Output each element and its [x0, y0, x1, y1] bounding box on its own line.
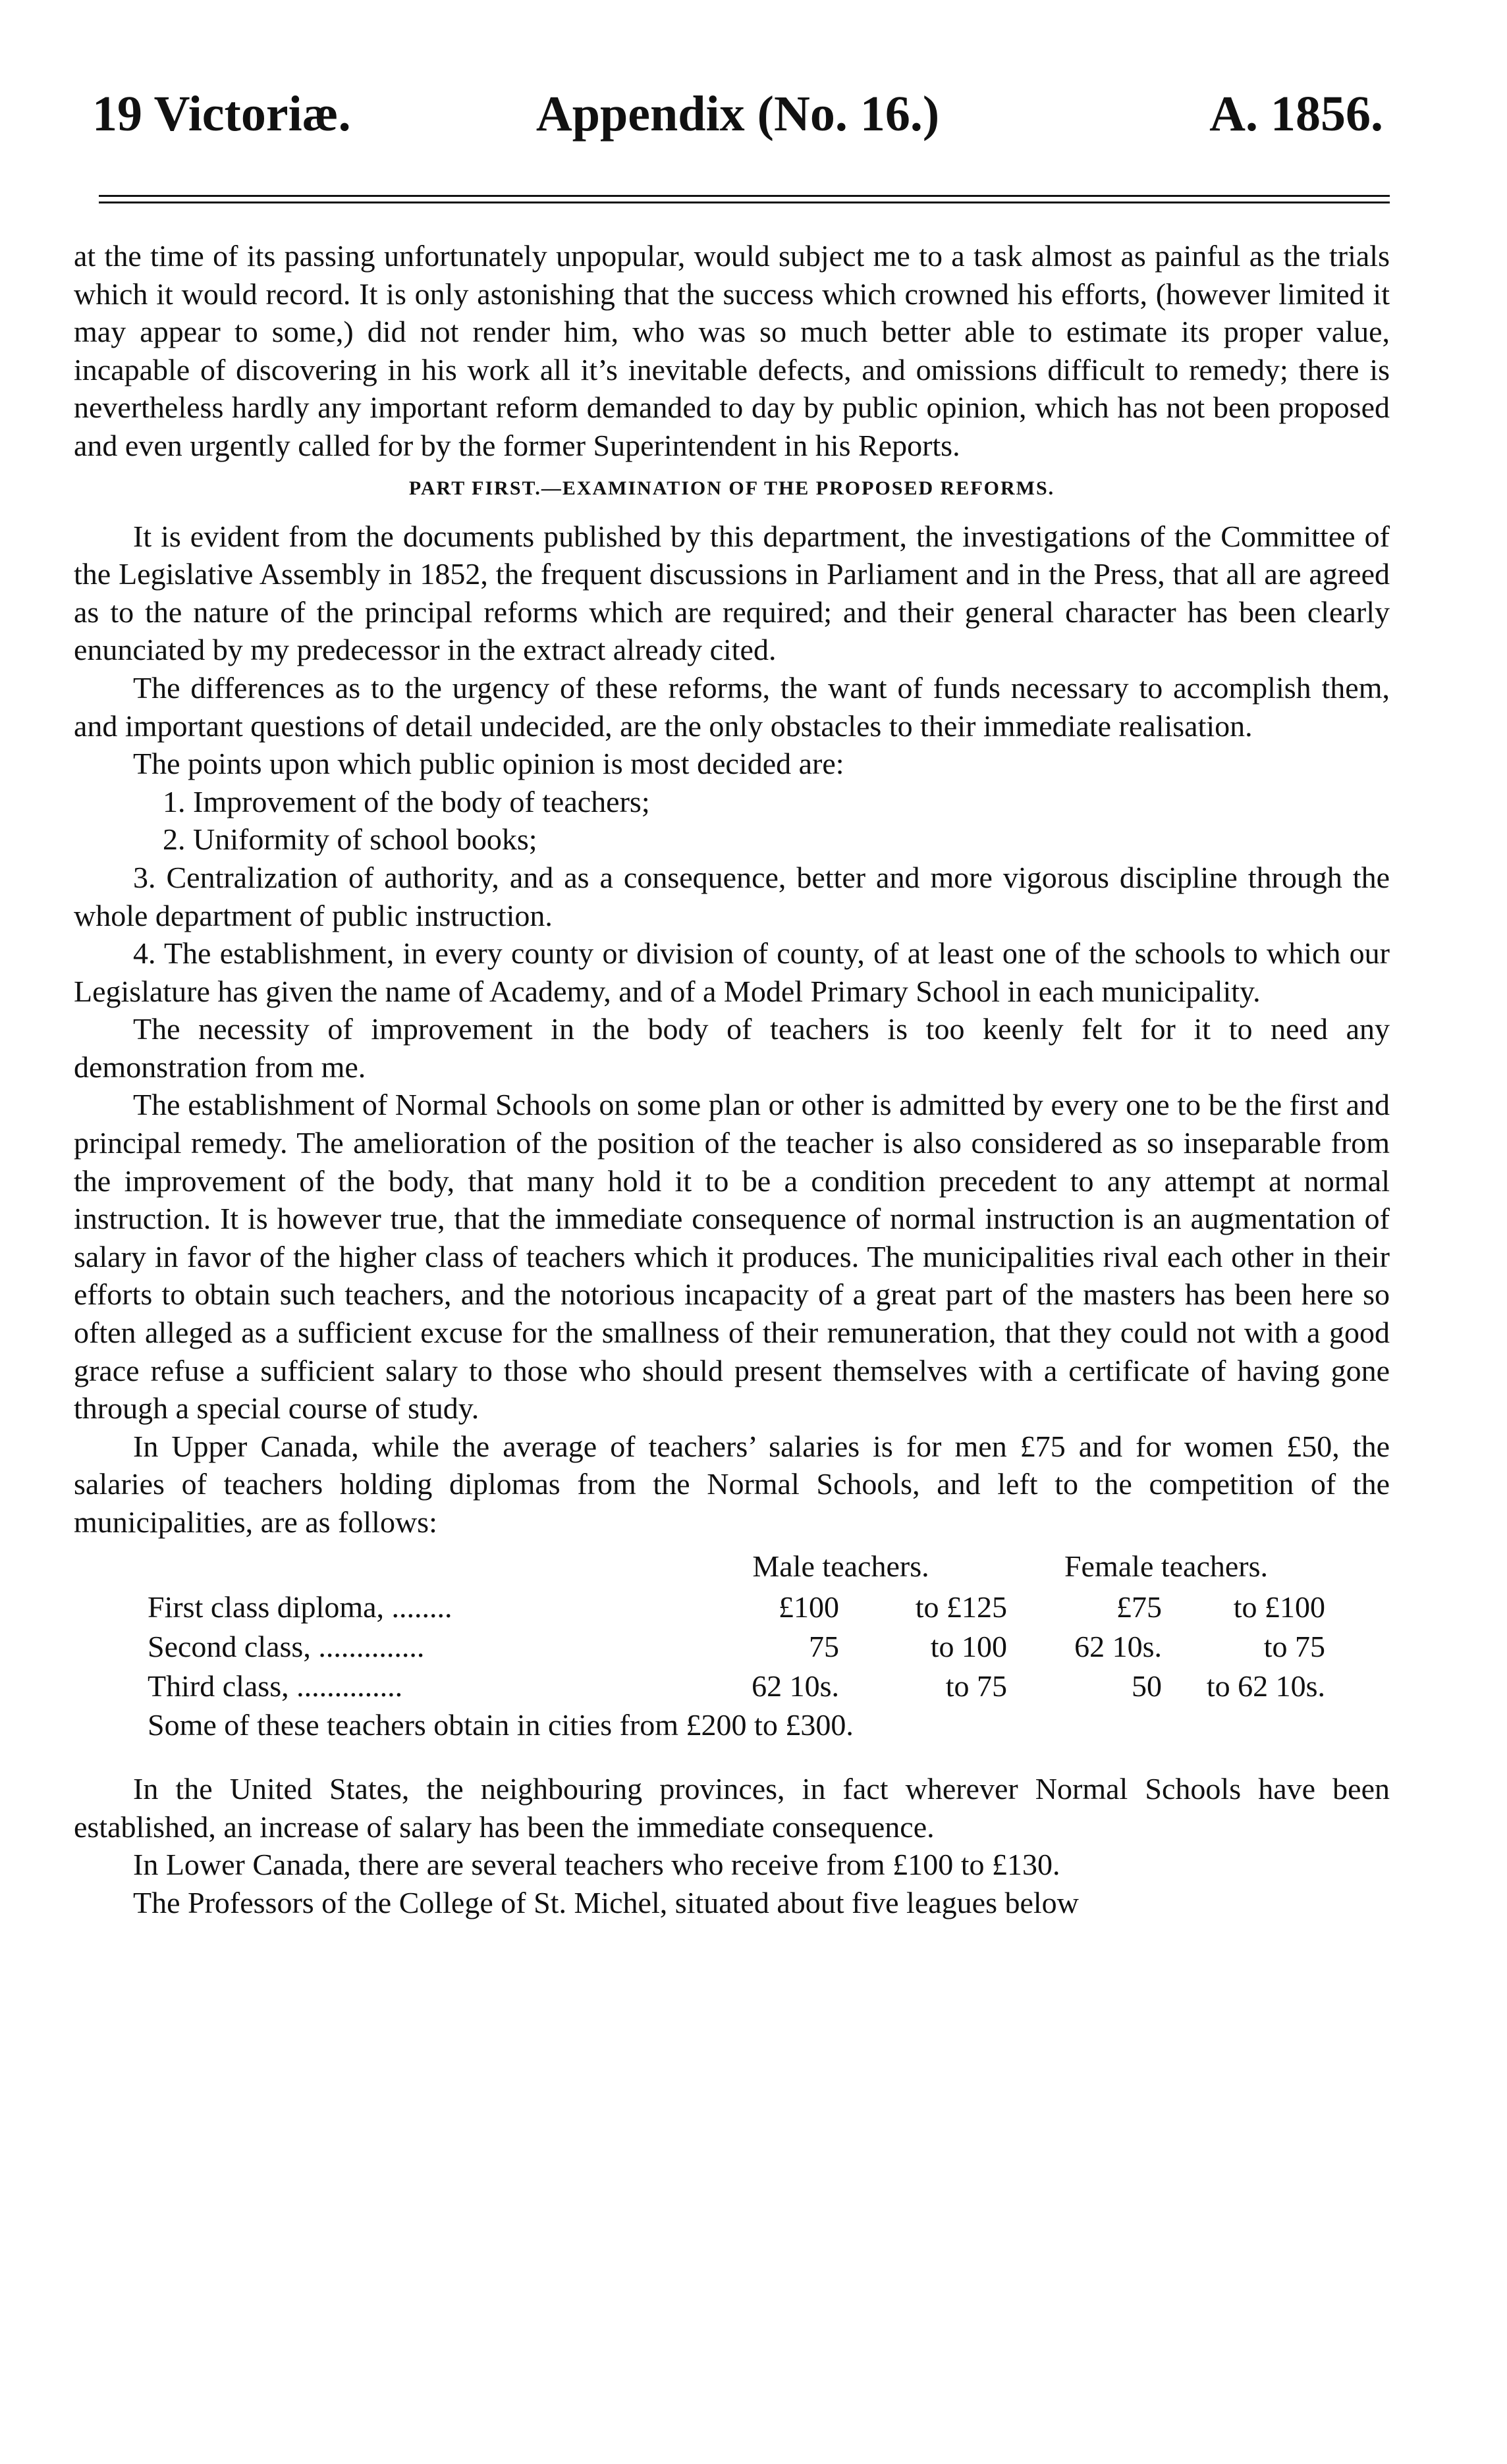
table-note: Some of these teachers obtain in cities from £200 to £300.: [148, 1707, 854, 1742]
cell-female-from: £75: [1116, 1590, 1162, 1624]
paragraph: The differences as to the urgency of these reforms, the want of funds necessary to accomplish them, and important questions of detail undecided, are the only obstacles to their immediate realisation.: [74, 670, 1390, 743]
paragraph: It is evident from the documents published by this department, the investigations of the Committee of the Legislative Assembly in 1852, the frequent discussions in Parliament and in the Press, that all are agreed as to the nature of the principal reforms which are required; and their general character has been clearly enunciated by my predecessor in the extract already cited.: [74, 519, 1390, 667]
list-item: 1. Improvement of the body of teachers;: [163, 784, 650, 818]
section-heading: PART FIRST.—EXAMINATION OF THE PROPOSED REFORMS.: [408, 477, 1055, 499]
list-item: 3. Centralization of authority, and as a consequence, better and more vigorous discipline through the whole department of public instruction.: [74, 860, 1390, 932]
paragraph-continuation: at the time of its passing unfortunately unpopular, would subject me to a task almost as painful as the trials which it would record. It is only astonishing that the success which crowned his efforts, (however limited it may appear to some,) did not render him, who was so much better able to estimate its proper value, incapable of discovering in his work all it’s inevitable defects, and omissions difficult to remedy; there is nevertheless hardly any important reform demanded to day by public opinion, which has not been proposed and even urgently called for by the former Superintendent in his Reports.: [74, 239, 1390, 462]
table-header-row: [74, 1545, 1325, 1588]
row-label: First class diploma, ........: [148, 1590, 452, 1624]
running-header: [92, 78, 1383, 150]
paragraph: The Professors of the College of St. Michel, situated about five leagues below: [133, 1885, 1079, 1919]
table-row: [74, 1627, 1325, 1667]
header-rule-top: [99, 195, 1390, 197]
list-item: 4. The establishment, in every county or division of county, of at least one of the schools to which our Legislature has given the name of Academy, and of a Model Primary School in each municipality.: [74, 936, 1390, 1008]
header-rule-bottom: [99, 201, 1390, 203]
cell-female-from: 62 10s.: [1074, 1629, 1162, 1663]
row-label: Third class, ..............: [148, 1669, 403, 1703]
list-item: 2. Uniformity of school books;: [163, 822, 537, 857]
header-appendix: Appendix (No. 16.): [535, 86, 940, 142]
paragraph: The establishment of Normal Schools on some plan or other is admitted by every one to be the first and principal remedy. The amelioration of the position of the teacher is also considered as so inseparable from the improvement of the body, that many hold it to be a condition precedent to any attempt at normal instruction. It is however true, that the immediate consequence of normal instruction is an augmentation of salary in favor of the higher class of teachers which it produces. The municipalities rival each other in their efforts to obtain such teachers, and the notorious incapacity of a great part of the masters has been here so often alleged as a sufficient excuse for the smallness of their remuneration, that they could not with a good grace refuse a sufficient salary to those who should present themselves with a certificate of having gone through a special course of study.: [74, 1088, 1390, 1426]
cell-male-from: 62 10s.: [752, 1669, 839, 1703]
paragraph: In Upper Canada, while the average of teachers’ salaries is for men £75 and for women £50, the salaries of teachers holding diplomas from the Normal Schools, and left to the competition of the municipalities, are as follows:: [74, 1429, 1390, 1539]
header-year: A. 1856.: [1209, 86, 1383, 142]
spacer: [74, 1744, 1390, 1770]
cell-male-to: to 100: [930, 1629, 1007, 1663]
body-text: [74, 237, 1390, 1922]
paragraph: The points upon which public opinion is most decided are:: [133, 747, 844, 781]
cell-male-to: to 75: [945, 1669, 1007, 1703]
cell-female-to: to 62 10s.: [1206, 1669, 1325, 1703]
table-row: [74, 1667, 1325, 1706]
paragraph: In Lower Canada, there are several teachers who receive from £100 to £130.: [133, 1848, 1060, 1882]
column-header-male: Male teachers.: [752, 1549, 929, 1583]
table-row: [74, 1588, 1325, 1627]
salary-table: [74, 1545, 1325, 1706]
cell-female-to: to £100: [1233, 1590, 1325, 1624]
cell-female-to: to 75: [1263, 1629, 1325, 1663]
row-label: Second class, ..............: [148, 1629, 425, 1663]
cell-male-from: 75: [809, 1629, 839, 1663]
cell-female-from: 50: [1132, 1669, 1162, 1703]
paragraph: The necessity of improvement in the body of teachers is too keenly felt for it to need any demonstration from me.: [74, 1012, 1390, 1084]
paragraph: In the United States, the neighbouring provinces, in fact wherever Normal Schools have been established, an increase of salary has been the immediate consequence.: [74, 1772, 1390, 1844]
cell-male-to: to £125: [915, 1590, 1007, 1624]
cell-male-from: £100: [779, 1590, 839, 1624]
column-header-female: Female teachers.: [1064, 1549, 1269, 1583]
header-session: 19 Victoriæ.: [92, 86, 351, 142]
